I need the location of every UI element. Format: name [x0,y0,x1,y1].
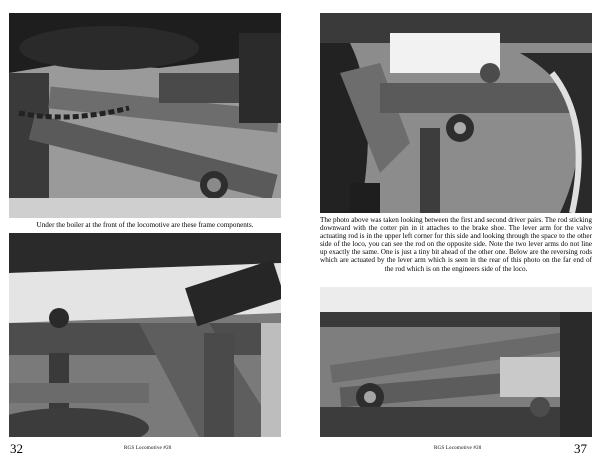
footer-title: RGS Locomotive #20 [434,446,482,451]
photo-frame-underside [9,233,281,437]
photo-caption: Under the boiler at the front of the locomotive are these frame components. [36,221,254,229]
photo-frame-components-image [9,13,281,218]
right-page [300,0,600,464]
photo-driver-pairs [320,13,592,213]
footer-title: RGS Locomotive #20 [124,446,172,451]
photo-reversing-rods-image [320,287,592,437]
page-number: 32 [10,441,23,456]
photo-reversing-rods [320,287,592,437]
photo-frame-underside-image [9,233,281,437]
page-number: 37 [574,441,587,456]
photo-frame-components [9,13,281,218]
photo-caption-long: The photo above was taken looking between the first and second driver pairs. The rod sticking downward with the cotter pin in it attaches to the brake shoe. The lever arm for the valve actuating rod is in the upper left corner for this side and looking through the space to the other side of the loco, you can see the rod on the opposite side. Note the two lever arms do not line up exactly the same. One is just a tiny bit ahead of the other one. Below are the reversing rods which are actuated by the lever arm which is seen in the rear of this photo on the far end of the rod which is on the engineers side of the loco. [320,216,592,273]
photo-driver-pairs-image [320,13,592,213]
